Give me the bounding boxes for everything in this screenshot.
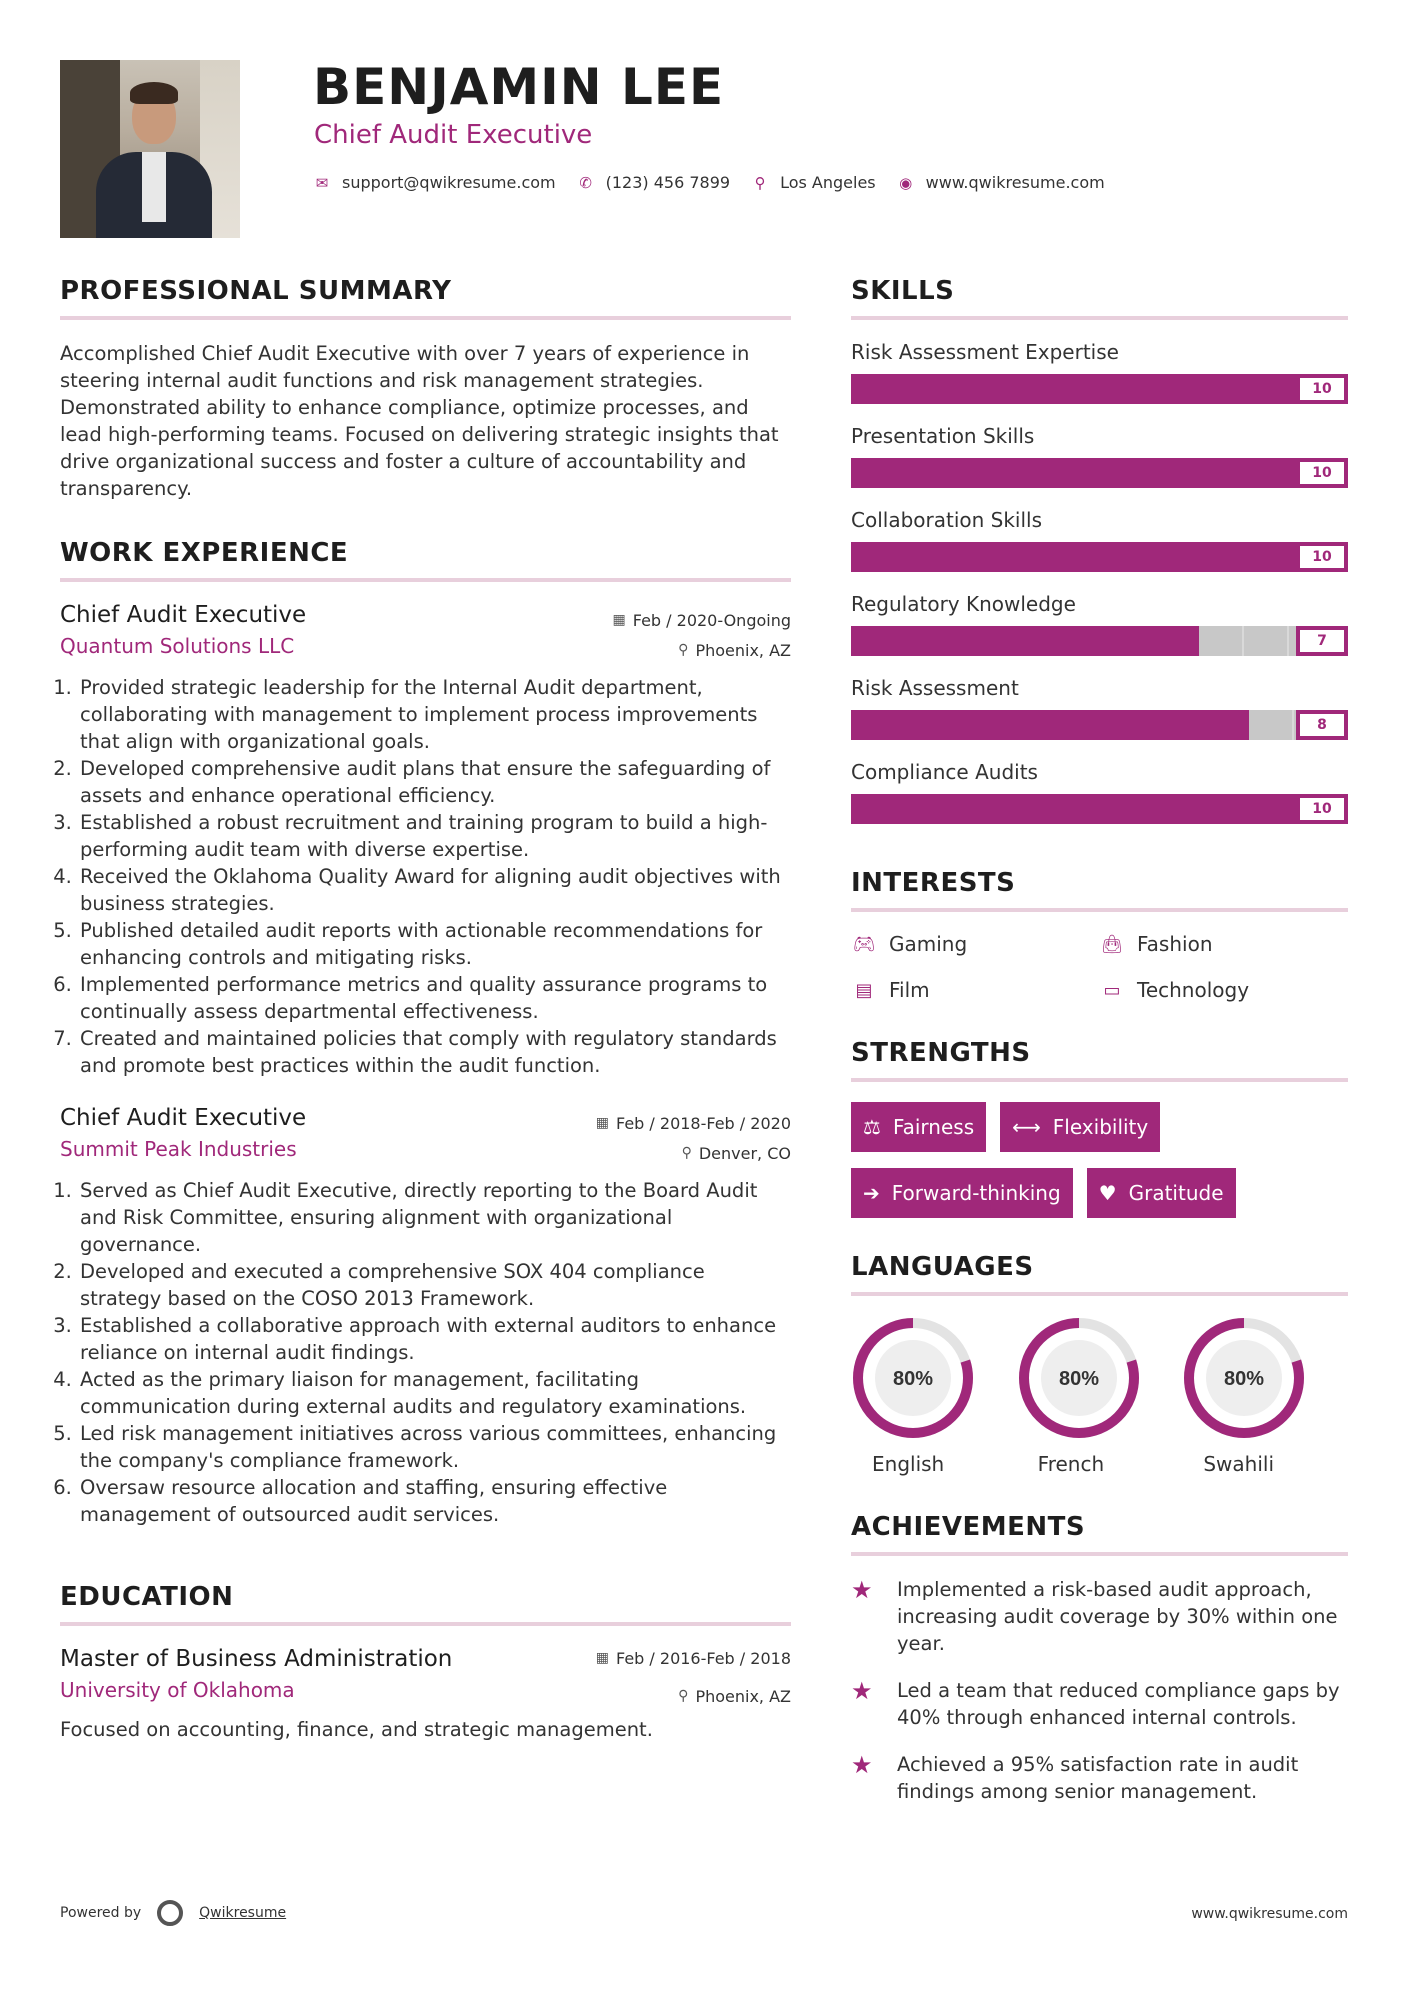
job-entry [60, 1105, 791, 1528]
skill-score: 10 [1296, 374, 1348, 404]
skill-bar [851, 626, 1348, 656]
job-company: Quantum Solutions LLC [60, 634, 295, 658]
skill-score: 7 [1296, 626, 1348, 656]
languages-list [851, 1316, 1348, 1476]
skill-label: Regulatory Knowledge [851, 592, 1076, 616]
envelope-icon: ✉ [315, 173, 329, 192]
language-name: Swahili [1203, 1452, 1274, 1476]
job-company: Summit Peak Industries [60, 1137, 297, 1161]
qwikresume-logo-icon [157, 1900, 183, 1926]
interest-item: 👜︎ Fashion [1100, 932, 1213, 956]
language-name: English [872, 1452, 945, 1476]
language-item [851, 1316, 1017, 1476]
skill-bar-fill [851, 374, 1348, 404]
film-icon: ▤ [855, 979, 873, 1001]
languages-heading: LANGUAGES [851, 1252, 1348, 1296]
job-location: Phoenix, AZ [695, 640, 791, 660]
skill-label: Risk Assessment Expertise [851, 340, 1119, 364]
list-item: 5. Published detailed audit reports with actionable recommendations for enhancing controls and mitigating risks. [78, 917, 791, 971]
phone-icon: ✆ [579, 173, 592, 192]
skill-bar [851, 710, 1348, 740]
job-duties [60, 1177, 791, 1528]
list-item: 2. Developed and executed a comprehensive SOX 404 compliance strategy based on the COSO 2013 Framework. [78, 1258, 791, 1312]
strength-chip: ➔ Forward-thinking [851, 1168, 1073, 1218]
skill-item [851, 592, 1348, 656]
footer-brand-link[interactable]: Qwikresume [199, 1905, 287, 1921]
skill-item [851, 340, 1348, 404]
contact-email[interactable]: ✉ support@qwikresume.com [315, 173, 556, 192]
strengths-list [851, 1102, 1348, 1218]
balance-scale-icon: ⚖ [863, 1115, 881, 1139]
language-gauge [851, 1316, 975, 1440]
left-column [60, 276, 791, 1743]
language-gauge [1182, 1316, 1306, 1440]
skill-score: 8 [1296, 710, 1348, 740]
skill-label: Collaboration Skills [851, 508, 1043, 532]
skill-bar [851, 374, 1348, 404]
contact-location: ⚲ Los Angeles [752, 173, 876, 192]
contact-phone[interactable]: ✆ (123) 456 7899 [579, 173, 731, 192]
list-item: 7. Created and maintained policies that comply with regulatory standards and promote best practices within the audit function. [78, 1025, 791, 1079]
gamepad-icon: 🎮︎ [852, 933, 876, 955]
skill-item [851, 508, 1348, 572]
arrow-right-icon: ➔ [863, 1181, 880, 1205]
right-column [851, 276, 1348, 1825]
list-item: 3. Established a robust recruitment and training program to build a high-performing audit team with diverse expertise. [78, 809, 791, 863]
skill-bar-fill [851, 794, 1348, 824]
skills-heading: SKILLS [851, 276, 1348, 320]
achievement-item: ★ Achieved a 95% satisfaction rate in audit findings among senior management. [851, 1751, 1299, 1803]
gauge-label: 80% [1224, 1368, 1265, 1390]
list-item: 6. Oversaw resource allocation and staffing, ensuring effective management of outsourced audit services. [78, 1474, 791, 1528]
star-icon: ★ [851, 1751, 873, 1779]
job-title: Chief Audit Executive [60, 1105, 307, 1131]
job-location: Denver, CO [698, 1143, 791, 1163]
arrows-horizontal-icon: ⟷ [1012, 1115, 1041, 1139]
gauge-label: 80% [892, 1368, 934, 1390]
achievement-item: ★ Led a team that reduced compliance gaps by 40% through enhanced internal controls. [851, 1677, 1340, 1729]
interest-item: ▭ Technology [1099, 978, 1347, 1002]
candidate-title: Chief Audit Executive [314, 120, 593, 150]
summary-text: Accomplished Chief Audit Executive with over 7 years of experience in steering internal audit functions and risk management strategies. Demonstrated ability to enhance compliance, optimize processes, and lead high-performing teams. Focused on delivering strategic insights that drive organizational success and foster a culture of accountability and transparency. [60, 342, 779, 500]
job-title: Chief Audit Executive [60, 602, 307, 628]
footer-powered-by: Powered by Qwikresume [60, 1900, 286, 1926]
strength-chip: ⚖ Fairness [851, 1102, 986, 1152]
education-entry [60, 1646, 791, 1743]
job-dates: Feb / 2020-Ongoing [632, 610, 791, 630]
gauge-label: 80% [1058, 1368, 1099, 1390]
achievements-heading: ACHIEVEMENTS [851, 1512, 1348, 1556]
skill-item [851, 760, 1348, 824]
profile-photo [60, 60, 240, 238]
education-description: Focused on accounting, finance, and strategic management. [60, 1718, 653, 1741]
star-icon: ★ [851, 1677, 873, 1705]
summary-heading: PROFESSIONAL SUMMARY [60, 276, 791, 320]
laptop-icon: ▭ [1103, 979, 1121, 1001]
skill-bar-fill [851, 626, 1199, 656]
school: University of Oklahoma [60, 1678, 295, 1702]
contact-bar [314, 173, 1127, 192]
job-dates: Feb / 2018-Feb / 2020 [616, 1113, 791, 1133]
list-item: 1. Served as Chief Audit Executive, directly reporting to the Board Audit and Risk Committee, ensuring alignment with organizational governance. [78, 1177, 791, 1258]
star-icon: ★ [851, 1576, 873, 1604]
skill-label: Presentation Skills [851, 424, 1035, 448]
skill-score: 10 [1296, 794, 1348, 824]
interests-heading: INTERESTS [851, 868, 1348, 912]
skill-label: Risk Assessment [851, 676, 1019, 700]
skills-list [851, 340, 1348, 824]
skill-score: 10 [1296, 458, 1348, 488]
skill-bar-fill [851, 542, 1348, 572]
skill-item [851, 676, 1348, 740]
achievement-item: ★ Implemented a risk-based audit approach, increasing audit coverage by 30% within one year. [851, 1576, 1338, 1655]
list-item: 1. Provided strategic leadership for the Internal Audit department, collaborating with management to implement process improvements that align with organizational goals. [78, 674, 791, 755]
list-item: 4. Received the Oklahoma Quality Award for aligning audit objectives with business strategies. [78, 863, 791, 917]
skill-bar [851, 794, 1348, 824]
calendar-icon: ▦ [595, 1115, 609, 1131]
skill-bar-fill [851, 458, 1348, 488]
strengths-heading: STRENGTHS [851, 1038, 1348, 1082]
job-entry [60, 602, 791, 1079]
achievements-list [851, 1576, 1348, 1805]
list-item: 5. Led risk management initiatives across various committees, enhancing the company's compliance framework. [78, 1420, 791, 1474]
education-location: Phoenix, AZ [695, 1686, 791, 1706]
strength-chip: ⟷ Flexibility [1000, 1102, 1160, 1152]
language-item [1182, 1316, 1348, 1476]
map-pin-icon: ⚲ [754, 173, 766, 192]
list-item: 2. Developed comprehensive audit plans that ensure the safeguarding of assets and enhance operational efficiency. [78, 755, 791, 809]
language-name: French [1037, 1452, 1105, 1476]
strength-chip: ♥ Gratitude [1087, 1168, 1236, 1218]
language-item [1017, 1316, 1183, 1476]
skill-item [851, 424, 1348, 488]
calendar-icon: ▦ [612, 612, 626, 628]
pin-icon: ⚲ [681, 1145, 692, 1161]
education-dates: Feb / 2016-Feb / 2018 [616, 1648, 791, 1668]
list-item: 6. Implemented performance metrics and quality assurance programs to continually assess departmental effectiveness. [78, 971, 791, 1025]
skill-bar [851, 458, 1348, 488]
footer-url[interactable]: www.qwikresume.com [1191, 1906, 1348, 1922]
skill-label: Compliance Audits [851, 760, 1038, 784]
heart-icon: ♥ [1098, 1181, 1117, 1205]
pin-icon: ⚲ [678, 1688, 689, 1704]
candidate-name: BENJAMIN LEE [313, 58, 725, 116]
skill-bar-fill [851, 710, 1249, 740]
skill-score: 10 [1296, 542, 1348, 572]
skill-bar [851, 542, 1348, 572]
pin-icon: ⚲ [678, 642, 689, 658]
degree: Master of Business Administration [60, 1646, 453, 1672]
interests-list [851, 932, 1348, 1002]
education-heading: EDUCATION [60, 1582, 791, 1626]
list-item: 3. Established a collaborative approach with external auditors to enhance reliance on internal audit findings. [78, 1312, 791, 1366]
contact-website[interactable]: ◉ www.qwikresume.com [899, 173, 1105, 192]
experience-heading: WORK EXPERIENCE [60, 538, 791, 582]
interest-item: 🎮︎ Gaming [852, 932, 968, 956]
language-gauge [1017, 1316, 1141, 1440]
list-item: 4. Acted as the primary liaison for management, facilitating communication during external audits and regulatory examinations. [78, 1366, 791, 1420]
calendar-icon: ▦ [595, 1650, 609, 1666]
job-duties [60, 674, 791, 1079]
globe-icon: ◉ [899, 173, 913, 192]
shopping-bag-icon: 👜︎ [1100, 933, 1124, 955]
interest-item: ▤ Film [851, 978, 1099, 1002]
